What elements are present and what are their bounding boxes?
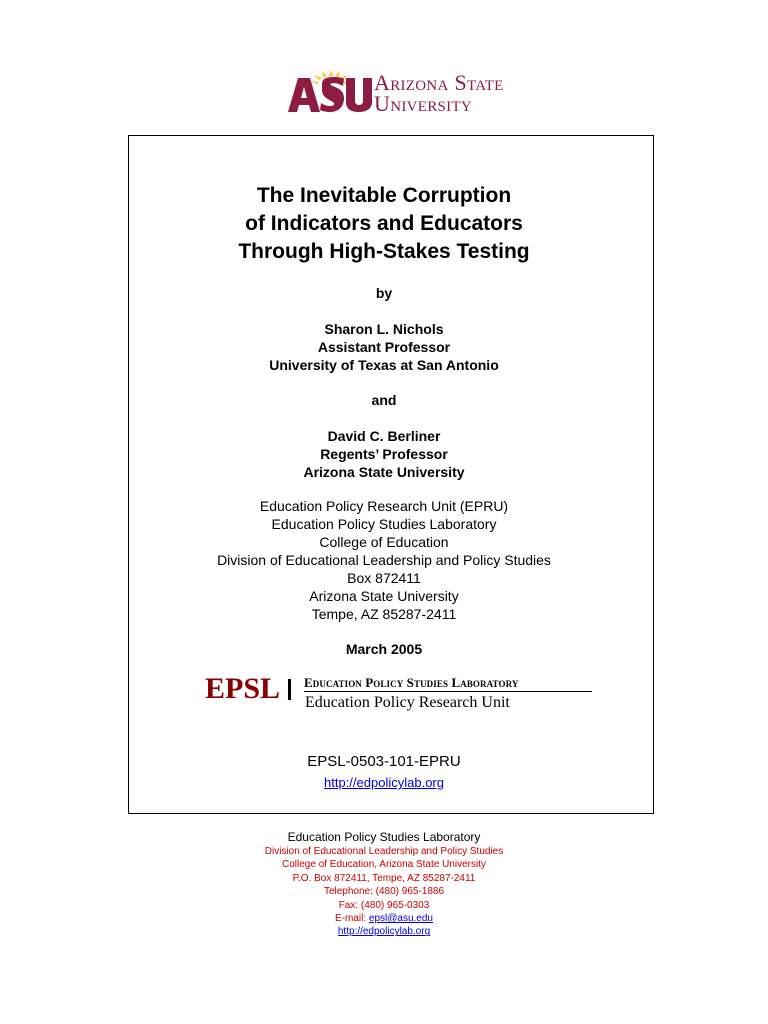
- publication-date: March 2005: [345, 641, 423, 657]
- epsl-underline: [304, 691, 592, 692]
- asu-wordmark: [374, 72, 504, 114]
- website-link[interactable]: http://edpolicylab.org: [324, 775, 444, 790]
- publisher-line-5: Box 872411: [347, 570, 421, 586]
- footer-email-label: E-mail:: [335, 913, 369, 925]
- publisher-line-1: Education Policy Research Unit (EPRU): [259, 498, 509, 514]
- author-1-role: Assistant Professor: [317, 339, 451, 355]
- epsl-divider: [288, 679, 291, 700]
- asu-wordmark-line1: Arizona State: [374, 70, 504, 95]
- publisher-line-2: Education Policy Studies Laboratory: [271, 516, 497, 532]
- author-2-affiliation: Arizona State University: [303, 464, 465, 480]
- author-1: [0, 320, 768, 374]
- epsl-unit-name: Education Policy Research Unit: [305, 694, 510, 711]
- footer-url-row: [0, 925, 768, 938]
- footer-email-row: [0, 912, 768, 925]
- publisher-line-7: Tempe, AZ 85287-2411: [311, 606, 457, 622]
- footer-email-link[interactable]: epsl@asu.edu: [368, 913, 433, 925]
- document-title: [0, 182, 768, 266]
- author-2-role: Regents’ Professor: [320, 446, 448, 462]
- footer: [0, 829, 768, 939]
- footer-address: P.O. Box 872411, Tempe, AZ 85287-2411: [292, 872, 476, 884]
- footer-college: College of Education, Arizona State University: [282, 859, 486, 871]
- footer-website-link[interactable]: http://edpolicylab.org: [337, 926, 431, 938]
- author-2: [0, 427, 768, 481]
- publisher-line-4: Division of Educational Leadership and Policy Studies: [217, 552, 551, 568]
- publisher-line-3: College of Education: [319, 534, 449, 550]
- asu-logo: [286, 70, 526, 116]
- title-line-3: Through High-Stakes Testing: [238, 240, 530, 263]
- website-link-row: [0, 774, 768, 791]
- footer-phone: Telephone: (480) 965-1886: [323, 886, 445, 898]
- asu-sunburst-logo-icon: [286, 70, 372, 116]
- document-code: EPSL-0503-101-EPRU: [307, 753, 461, 770]
- publisher-block: [0, 497, 768, 623]
- author-2-name: David C. Berliner: [327, 428, 441, 444]
- author-1-affiliation: University of Texas at San Antonio: [269, 357, 499, 373]
- title-line-1: The Inevitable Corruption: [256, 184, 512, 207]
- epsl-acronym: EPSL: [205, 672, 281, 705]
- footer-lab-name: Education Policy Studies Laboratory: [287, 830, 481, 844]
- publisher-line-6: Arizona State University: [309, 588, 459, 604]
- footer-division: Division of Educational Leadership and Policy Studies: [264, 846, 504, 857]
- asu-wordmark-line2: University: [374, 91, 473, 116]
- and-label: and: [371, 392, 397, 408]
- title-line-2: of Indicators and Educators: [245, 212, 523, 235]
- by-label: by: [375, 285, 393, 301]
- epsl-lab-name: Education Policy Studies Laboratory: [304, 675, 519, 690]
- author-1-name: Sharon L. Nichols: [324, 321, 444, 337]
- footer-fax: Fax: (480) 965-0303: [338, 899, 430, 911]
